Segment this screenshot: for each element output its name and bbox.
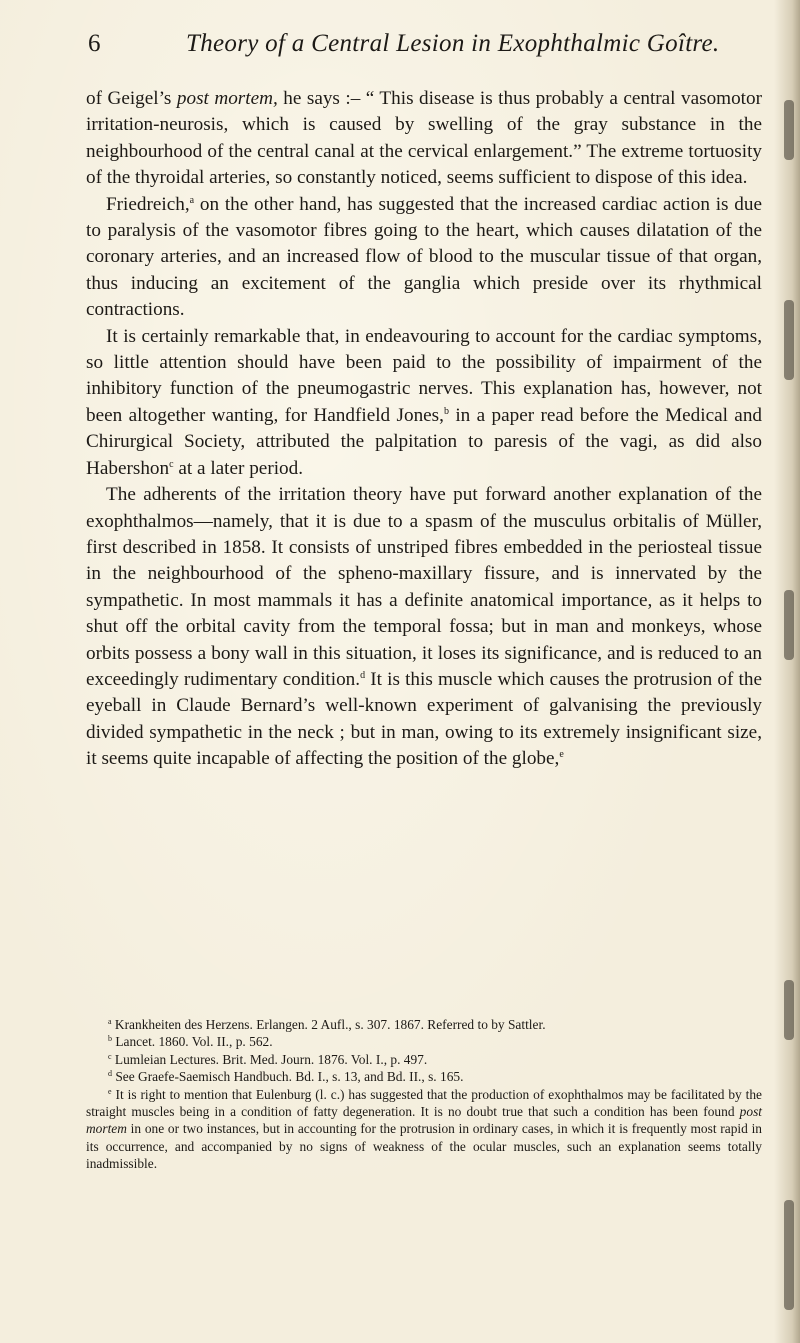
paragraph-1-text: he says :– “ This disease is thus probably a central vasomotor irritation-neurosis, which is caused by swelling of the gray substance in the neighbourhood of the central canal at the cervical enlargement.” The extreme tortuosity of the thyroidal arteries, so constantly noticed, seems sufficient to dispose of this idea. xyxy=(86,88,762,189)
footnote-ref-b: b xyxy=(443,405,449,417)
footnote-mark-d: d xyxy=(108,1069,112,1079)
footnote-e-italic: post mortem xyxy=(86,1104,762,1137)
paragraph-2-lead: Friedreich, xyxy=(106,193,190,215)
footnote-c-text: Lumleian Lectures. Brit. Med. Journ. 1876. Vol. I., p. 497. xyxy=(114,1051,428,1067)
running-title: Theory of a Central Lesion in Exophthalmic Goître. xyxy=(186,30,720,57)
footnote-ref-d: d xyxy=(360,669,366,681)
edge-mark xyxy=(784,590,794,660)
footnote-ref-a: a xyxy=(189,194,195,206)
footnote-e-part1: It is right to mention that Eulenburg (l. c.) has suggested that the production of exophthalmos may be facilitated by the straight muscles being in a condition of fatty degeneration. It is no doubt true that such a condition has been found xyxy=(86,1086,762,1120)
footnote-mark-b: b xyxy=(108,1034,112,1044)
paragraph-2-text: on the other hand, has suggested that the increased cardiac action is due to paralysis of the vasomotor fibres going to the heart, which causes dilatation of the coronary arteries, and an increased flow of blood to the muscular tissue of that organ, thus inducing an excitement of the ganglia which preside over its rhythmical contractions. xyxy=(86,193,762,321)
paragraph-4 xyxy=(86,482,762,772)
paragraph-1-lead: of Geigel’s xyxy=(86,88,177,109)
page-edge-shadow xyxy=(774,0,800,1343)
body-text xyxy=(86,86,762,773)
page-header xyxy=(88,24,748,64)
edge-mark xyxy=(784,980,794,1040)
paragraph-4-part2: It is this muscle which causes the protrusion of the eyeball in Claude Bernard’s well-known experiment of galvanising the previously divided sympathetic in the neck ; but in man, owing to its extremely insignificant size, it seems quite incapable of affecting the position of the globe, xyxy=(86,668,762,770)
footnote-mark-e: e xyxy=(108,1086,112,1096)
footnote-b xyxy=(86,1033,762,1050)
footnote-mark-c: c xyxy=(108,1051,112,1061)
edge-mark xyxy=(784,300,794,380)
footnote-d xyxy=(86,1068,762,1085)
paragraph-1 xyxy=(86,86,762,192)
paragraph-3-part3: at a later period. xyxy=(173,457,304,479)
footnotes xyxy=(86,1016,762,1173)
page-number: 6 xyxy=(88,30,101,57)
footnote-a xyxy=(86,1016,762,1033)
paragraph-3-part2: in a paper read before the Medical and Chirurgical Society, attributed the palpitation to paresis of the vagi, as did also Habershon xyxy=(86,404,763,479)
footnote-ref-c: c xyxy=(169,458,174,470)
footnote-c xyxy=(86,1051,762,1068)
paragraph-1-italic: post mortem, xyxy=(176,88,278,109)
paragraph-3-part1: It is certainly remarkable that, in endeavouring to account for the cardiac symptoms, so little attention should have been paid to the possibility of impairment of the inhibitory function of the pneumogastric nerves. This explanation has, however, not been altogether wanting, for Handfield Jones, xyxy=(86,325,762,426)
paragraph-4-part1: The adherents of the irritation theory have put forward another explanation of the exophthalmos—namely, that it is due to a spasm of the musculus orbitalis of Müller, first described in 1858. It consists of unstriped fibres embedded in the periosteal tissue in the neighbourhood of the spheno-maxillary fissure, and is innervated by the sympathetic. In most mammals it has a definite anatomical importance, as it helps to shut off the orbital cavity from the temporal fossa; but in man and monkeys, whose orbits possess a bony wall in this situation, it loses its significance, and is reduced to an exceedingly rudimentary condition. xyxy=(86,484,762,690)
edge-mark xyxy=(784,100,794,160)
footnote-mark-a: a xyxy=(108,1017,112,1026)
footnote-e-part2: in one or two instances, but in accounting for the protrusion in ordinary cases, in which it is frequently most rapid in its occurrence, and accompanied by no signs of weakness of the ocular muscles, such an explanation seems totally inadmissible. xyxy=(86,1121,762,1172)
footnote-e xyxy=(86,1086,762,1173)
edge-mark xyxy=(784,1200,794,1310)
footnote-a-text: Krankheiten des Herzens. Erlangen. 2 Aufl., s. 307. 1867. Referred to by Sattler. xyxy=(114,1017,546,1032)
paragraph-2 xyxy=(86,192,762,324)
footnote-ref-e: e xyxy=(559,749,564,761)
footnote-d-text: See Graefe-Saemisch Handbuch. Bd. I., s. 13, and Bd. II., s. 165. xyxy=(115,1069,464,1085)
paragraph-3 xyxy=(86,324,762,482)
footnote-b-text: Lancet. 1860. Vol. II., p. 562. xyxy=(115,1034,273,1050)
